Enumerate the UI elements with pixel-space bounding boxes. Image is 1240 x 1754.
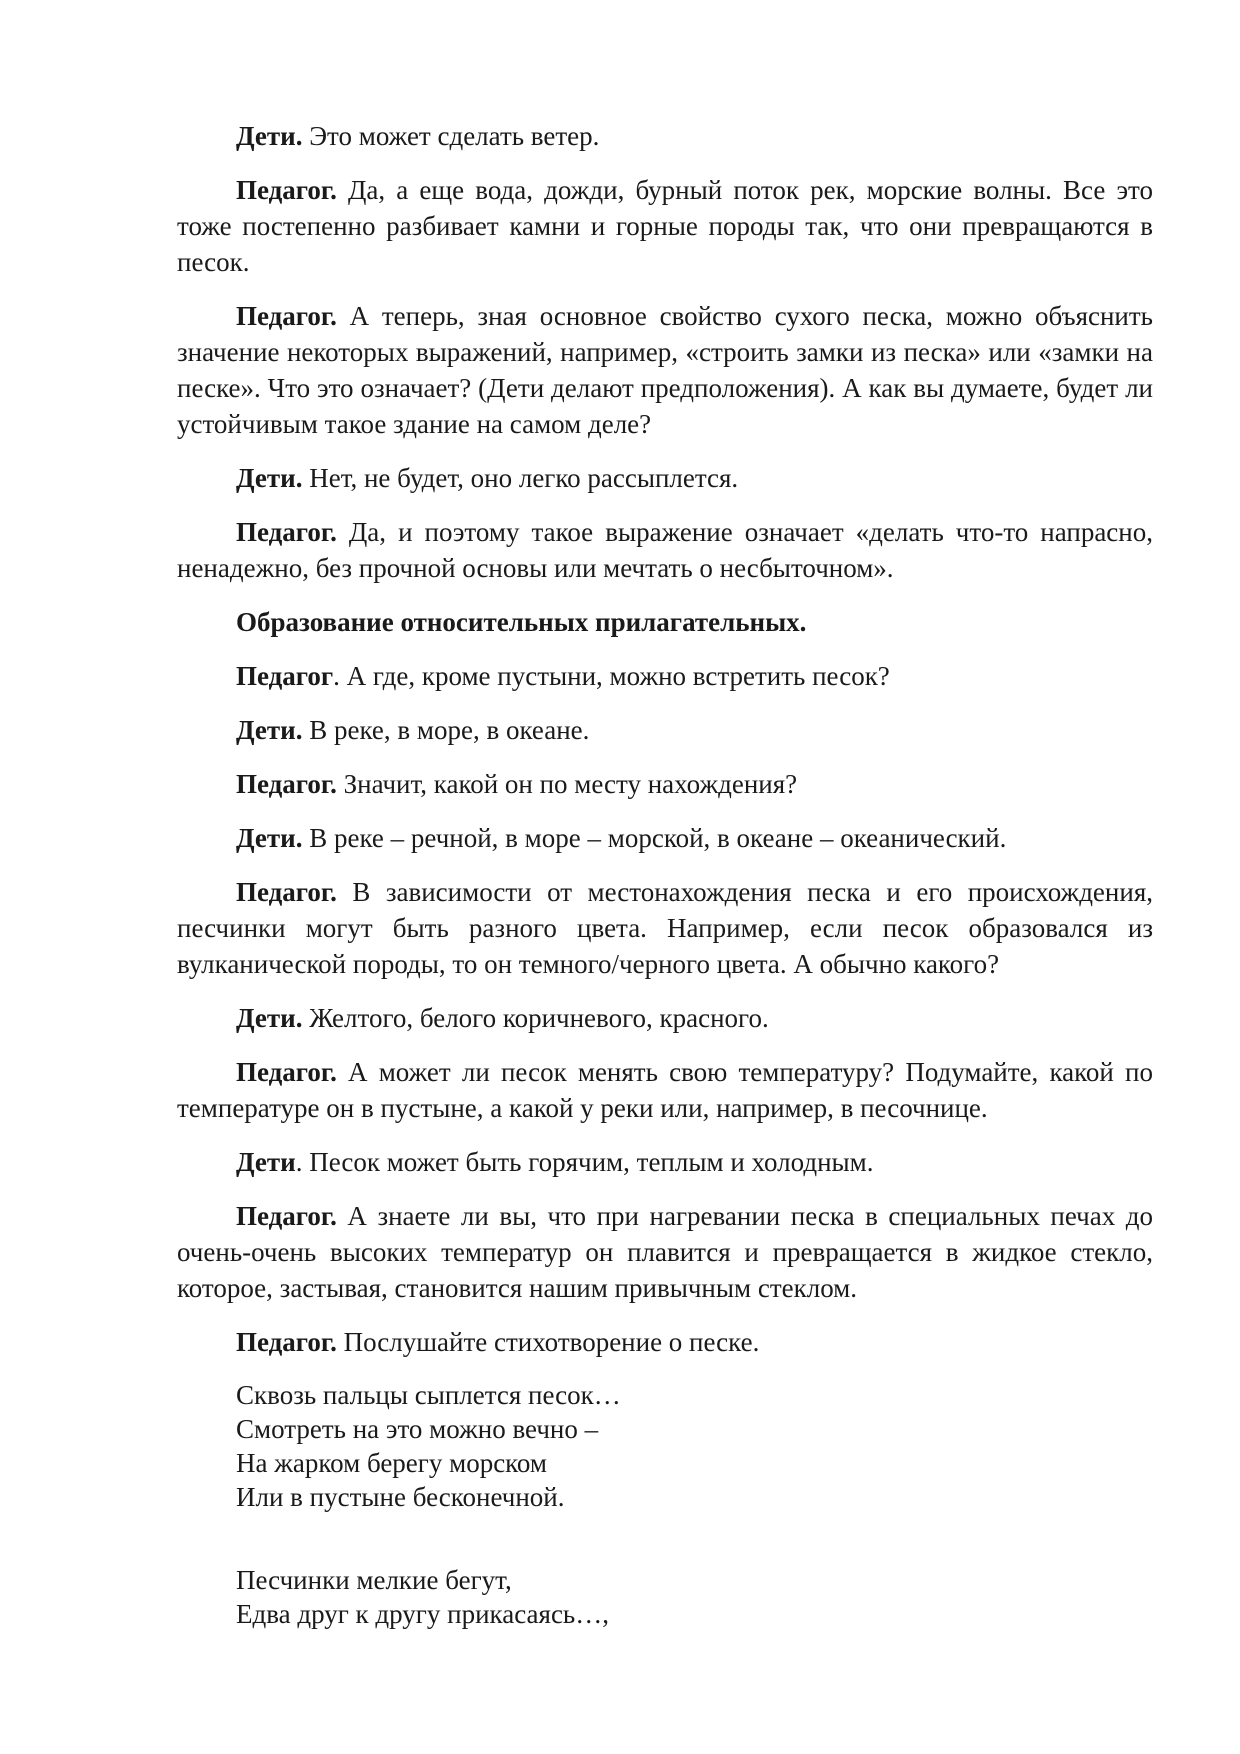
dialogue-paragraph: [177, 766, 1153, 802]
dialogue-paragraph: [177, 874, 1153, 982]
speaker-label: Педагог.: [236, 1327, 337, 1357]
paragraph-text: Нет, не будет, оно легко рассыплется.: [302, 463, 739, 493]
dialogue-paragraph: [177, 1198, 1153, 1306]
dialogue-paragraph: [177, 172, 1153, 280]
dialogue-paragraph: [177, 298, 1153, 442]
poem-line: Или в пустыне бесконечной.: [236, 1482, 565, 1512]
speaker-label: Педагог.: [236, 1201, 337, 1231]
paragraph-text: А знаете ли вы, что при нагревании песка в специальных печах до очень-очень высоких температур он плавится и превращается в жидкое стекло, которое, застывая, становится нашим привычным стеклом.: [177, 1201, 1153, 1303]
paragraph-text: Значит, какой он по месту нахождения?: [336, 769, 798, 799]
dialogue-paragraph: [177, 1324, 1153, 1360]
paragraph-text: А теперь, зная основное свойство сухого песка, можно объяснить значение некоторых выражений, например, «строить замки из песка» или «замки на песке». Что это означает? (Дети делают предположения). А как вы думаете, будет ли устойчивым такое здание на самом деле?: [177, 301, 1153, 439]
dialogue-paragraph: [177, 712, 1153, 748]
dialogue-paragraph: [177, 514, 1153, 586]
paragraph-text: . А где, кроме пустыни, можно встретить песок?: [333, 661, 890, 691]
speaker-label: Педагог.: [236, 301, 337, 331]
poem-line: Едва друг к другу прикасаясь…,: [236, 1599, 609, 1629]
poem-line: Песчинки мелкие бегут,: [236, 1565, 512, 1595]
paragraph-text: Желтого, белого коричневого, красного.: [302, 1003, 769, 1033]
section-heading: Образование относительных прилагательных.: [236, 607, 807, 637]
poem-line: Сквозь пальцы сыплется песок…: [236, 1380, 621, 1410]
speaker-label: Педагог.: [236, 175, 337, 205]
poem-line: Смотреть на это можно вечно –: [236, 1414, 599, 1444]
speaker-label: Педагог.: [236, 517, 337, 547]
dialogue-paragraph: [177, 118, 1153, 154]
poem-line: На жарком берегу морском: [236, 1448, 548, 1478]
paragraph-text: Это может сделать ветер.: [302, 121, 600, 151]
paragraph-text: В реке, в море, в океане.: [302, 715, 590, 745]
paragraph-text: Да, а еще вода, дожди, бурный поток рек, морские волны. Все это тоже постепенно разбивает камни и горные породы так, что они превращаются в песок.: [177, 175, 1153, 277]
dialogue-paragraph: [177, 1054, 1153, 1126]
dialogue-paragraph: [177, 1000, 1153, 1036]
speaker-label: Дети.: [236, 121, 303, 151]
dialogue-paragraph: [177, 1144, 1153, 1180]
dialogue-paragraph: [177, 658, 1153, 694]
poem-stanza: [236, 1378, 1153, 1514]
paragraph-text: В реке – речной, в море – морской, в океане – океанический.: [302, 823, 1007, 853]
dialogue-paragraph: [177, 820, 1153, 856]
speaker-label: Педагог.: [236, 1057, 337, 1087]
speaker-label: Педагог.: [236, 877, 337, 907]
speaker-label: Дети.: [236, 823, 303, 853]
poem-stanza: [236, 1563, 1153, 1631]
speaker-label: Дети: [236, 1147, 296, 1177]
speaker-label: Педагог: [236, 661, 334, 691]
speaker-label: Дети.: [236, 463, 303, 493]
paragraph-text: А может ли песок менять свою температуру? Подумайте, какой по температуре он в пустыне, а какой у реки или, например, в песочнице.: [177, 1057, 1153, 1123]
speaker-label: Дети.: [236, 1003, 303, 1033]
speaker-label: Педагог.: [236, 769, 337, 799]
paragraph-text: . Песок может быть горячим, теплым и холодным.: [295, 1147, 874, 1177]
paragraph-text: Послушайте стихотворение о песке.: [336, 1327, 760, 1357]
paragraph-text: Да, и поэтому такое выражение означает «делать что-то напрасно, ненадежно, без прочной основы или мечтать о несбыточном».: [177, 517, 1153, 583]
speaker-label: Дети.: [236, 715, 303, 745]
paragraph-text: В зависимости от местонахождения песка и его происхождения, песчинки могут быть разного цвета. Например, если песок образовался из вулканической породы, то он темного/черного цвета. А обычно какого?: [177, 877, 1153, 979]
dialogue-paragraph: [177, 460, 1153, 496]
document-page: [177, 118, 1153, 1631]
